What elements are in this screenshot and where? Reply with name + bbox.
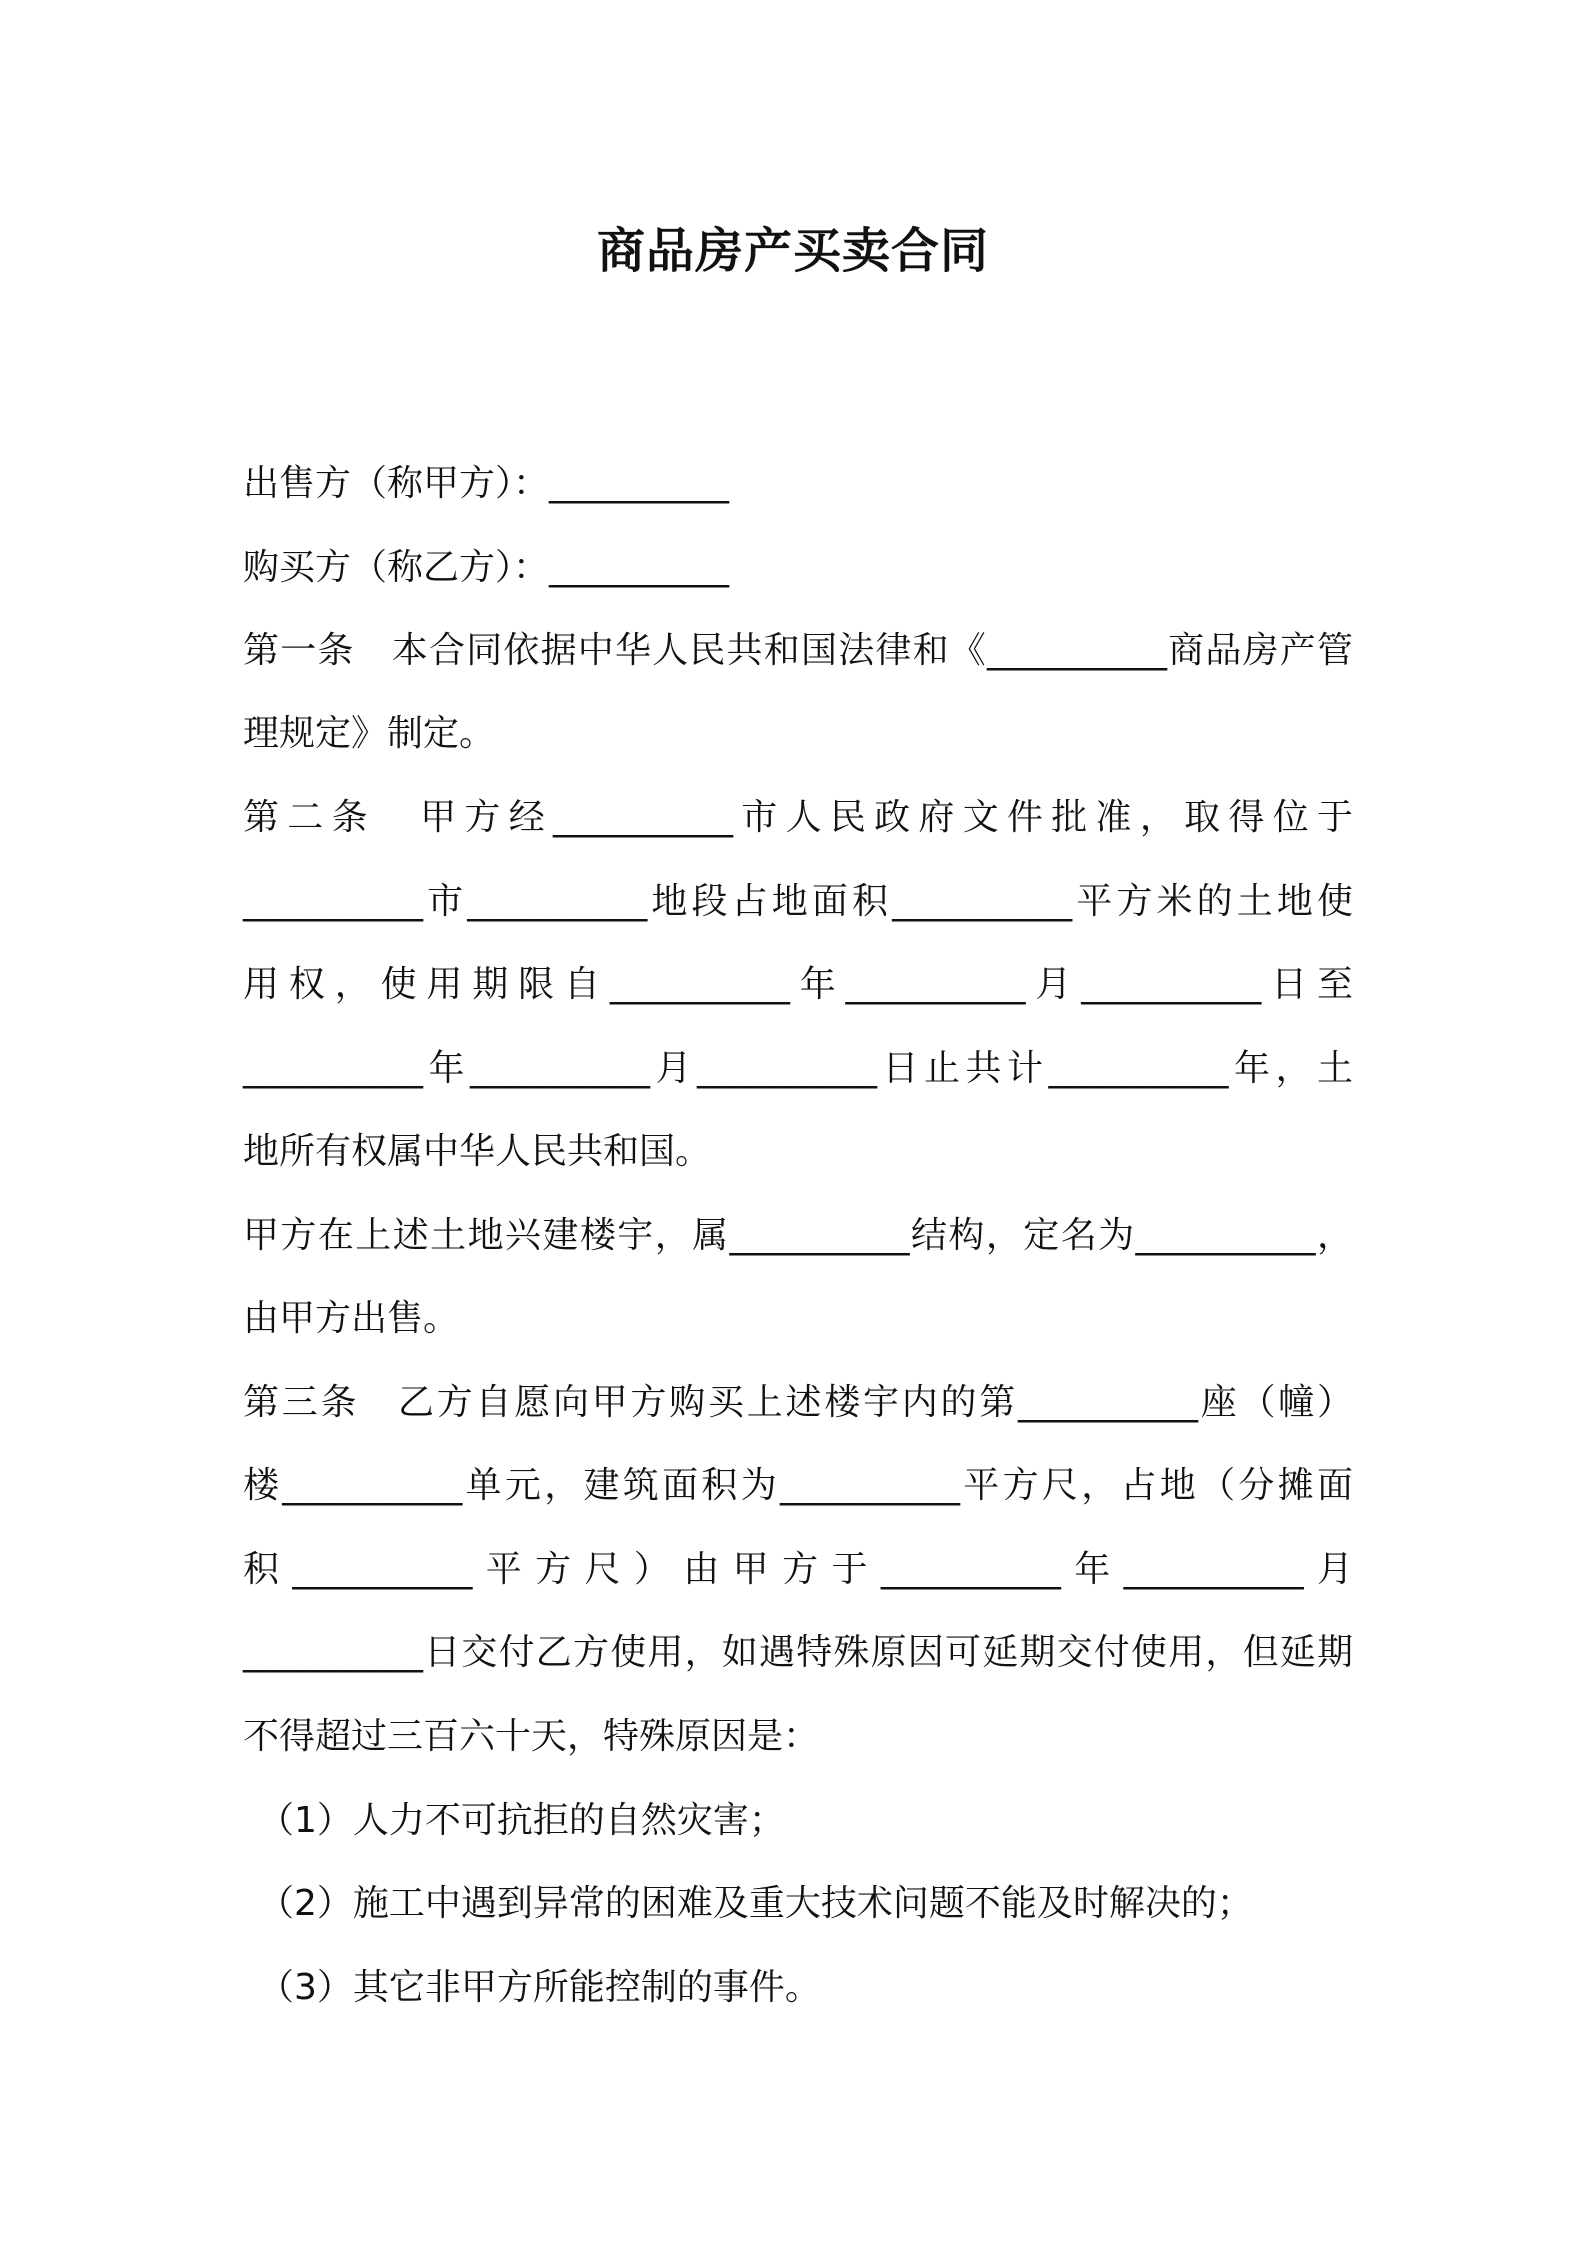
contract-line: （1）人力不可抗拒的自然灾害； <box>258 1800 785 1841</box>
contract-line: （3）其它非甲方所能控制的事件。 <box>258 1967 821 2008</box>
contract-line: 积__________平方尺）由甲方于__________年__________月 <box>243 1549 1353 1590</box>
contract-line: 甲方在上述土地兴建楼宇，属__________结构，定名为__________， <box>243 1215 1353 1256</box>
contract-line: 第二条 甲方经__________市人民政府文件批准，取得位于 <box>243 797 1353 838</box>
contract-line: 楼__________单元，建筑面积为__________平方尺，占地（分摊面 <box>243 1465 1353 1506</box>
contract-line: 出售方（称甲方）：__________ <box>243 463 730 504</box>
contract-line: __________日交付乙方使用，如遇特殊原因可延期交付使用，但延期 <box>243 1632 1353 1673</box>
contract-line: __________年__________月__________日止共计__________年，土 <box>243 1048 1353 1089</box>
contract-line: 地所有权属中华人民共和国。 <box>243 1131 712 1172</box>
contract-line: 购买方（称乙方）：__________ <box>243 547 730 588</box>
contract-line: 由甲方出售。 <box>243 1298 460 1339</box>
contract-line: 第三条 乙方自愿向甲方购买上述楼宇内的第__________座（幢） <box>243 1382 1353 1423</box>
contract-line: 用权，使用期限自__________年__________月__________日至 <box>243 964 1353 1005</box>
document-title: 商品房产买卖合同 <box>596 223 989 279</box>
contract-line: 理规定》制定。 <box>243 713 496 754</box>
contract-line: 不得超过三百六十天，特殊原因是： <box>243 1716 820 1757</box>
contract-line: 第一条 本合同依据中华人民共和国法律和《__________商品房产管 <box>243 630 1353 671</box>
contract-line: （2）施工中遇到异常的困难及重大技术问题不能及时解决的； <box>258 1883 1253 1924</box>
contract-line: __________市__________地段占地面积__________平方米的土地使 <box>243 881 1353 922</box>
